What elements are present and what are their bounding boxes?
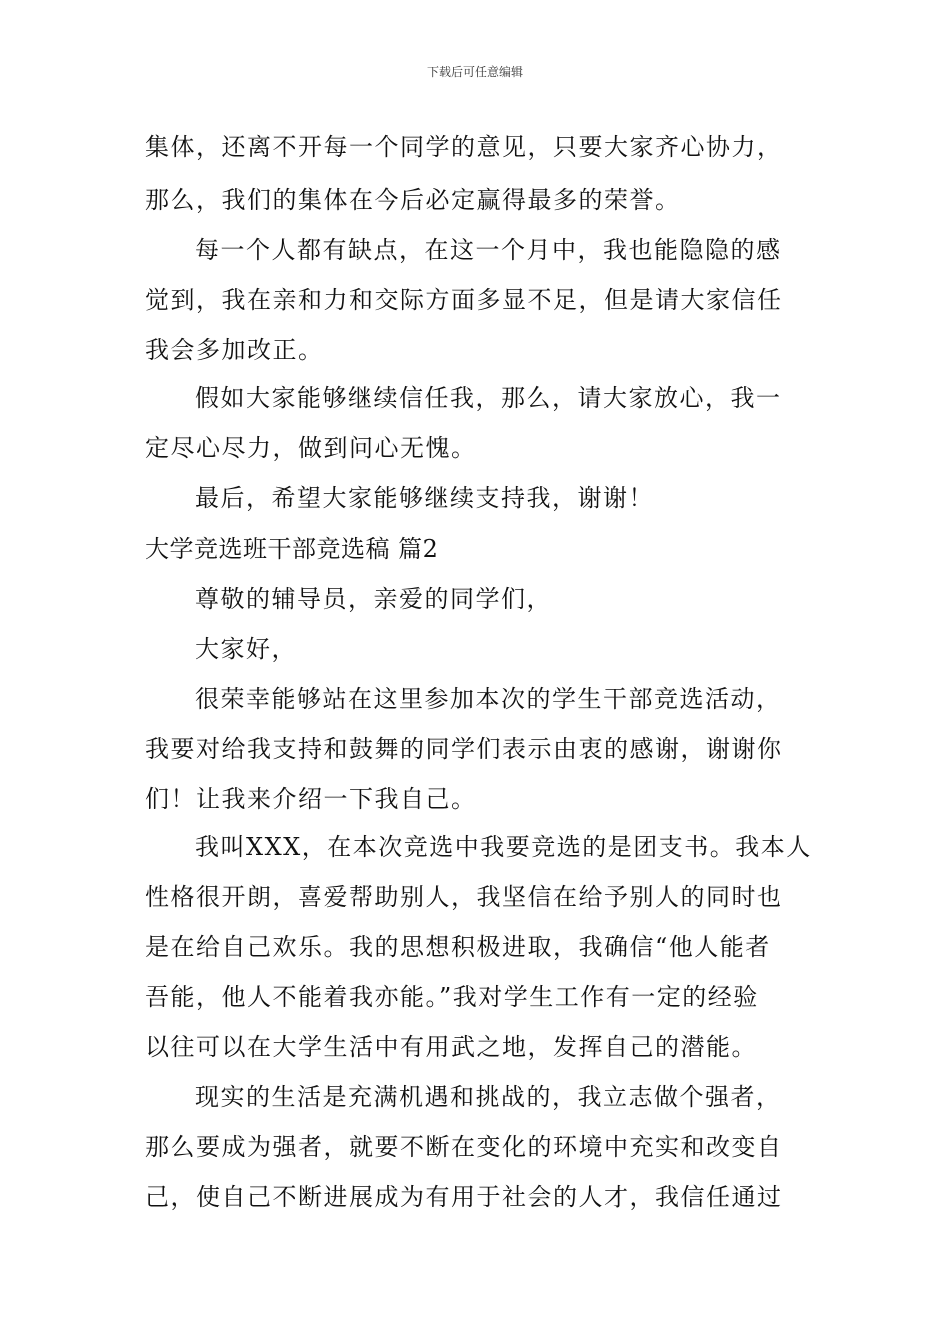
paragraph-start-line: 很荣幸能够站在这里参加本次的学生干部竞选活动，: [195, 685, 782, 713]
text-line: 以往可以在大学生活中有用武之地，发挥自己的潜能。: [145, 1033, 757, 1061]
paragraph-start-line: 假如大家能够继续信任我，那么，请大家放心，我一: [195, 384, 782, 412]
paragraph-start-line: 最后，希望大家能够继续支持我，谢谢！: [195, 484, 654, 512]
text-line: 是在给自己欢乐。我的思想积极进取，我确信“他人能者: [145, 933, 771, 961]
text-line: 那么要成为强者，就要不断在变化的环境中充实和改变自: [145, 1133, 783, 1161]
paragraph-start-line: 我叫XXX，在本次竞选中我要竞选的是团支书。我本人: [195, 833, 812, 861]
greeting-line: 大家好，: [195, 635, 297, 663]
text-line: 我会多加改正。: [145, 336, 324, 364]
text-line: 己，使自己不断进展成为有用于社会的人才，我信任通过: [145, 1183, 783, 1211]
text-line: 集体，还离不开每一个同学的意见，只要大家齐心协力，: [145, 133, 783, 161]
text-line: 们！让我来介绍一下我自己。: [145, 785, 477, 813]
text-line: 性格很开朗，喜爱帮助别人，我坚信在给予别人的同时也: [145, 883, 783, 911]
text-line: 我要对给我支持和鼓舞的同学们表示由衷的感谢，谢谢你: [145, 735, 783, 763]
page-header: 下载后可任意编辑: [426, 65, 523, 79]
text-line: 吾能，他人不能着我亦能。”我对学生工作有一定的经验: [145, 983, 759, 1011]
text-line: 定尽心尽力，做到问心无愧。: [145, 434, 477, 462]
paragraph-start-line: 每一个人都有缺点，在这一个月中，我也能隐隐的感: [195, 236, 782, 264]
text-line: 那么，我们的集体在今后必定赢得最多的荣誉。: [145, 186, 681, 214]
salutation-line: 尊敬的辅导员，亲爱的同学们，: [195, 585, 552, 613]
section-title: 大学竞选班干部竞选稿 篇2: [145, 535, 439, 563]
paragraph-start-line: 现实的生活是充满机遇和挑战的，我立志做个强者，: [195, 1083, 782, 1111]
text-line: 觉到，我在亲和力和交际方面多显不足，但是请大家信任: [145, 286, 783, 314]
